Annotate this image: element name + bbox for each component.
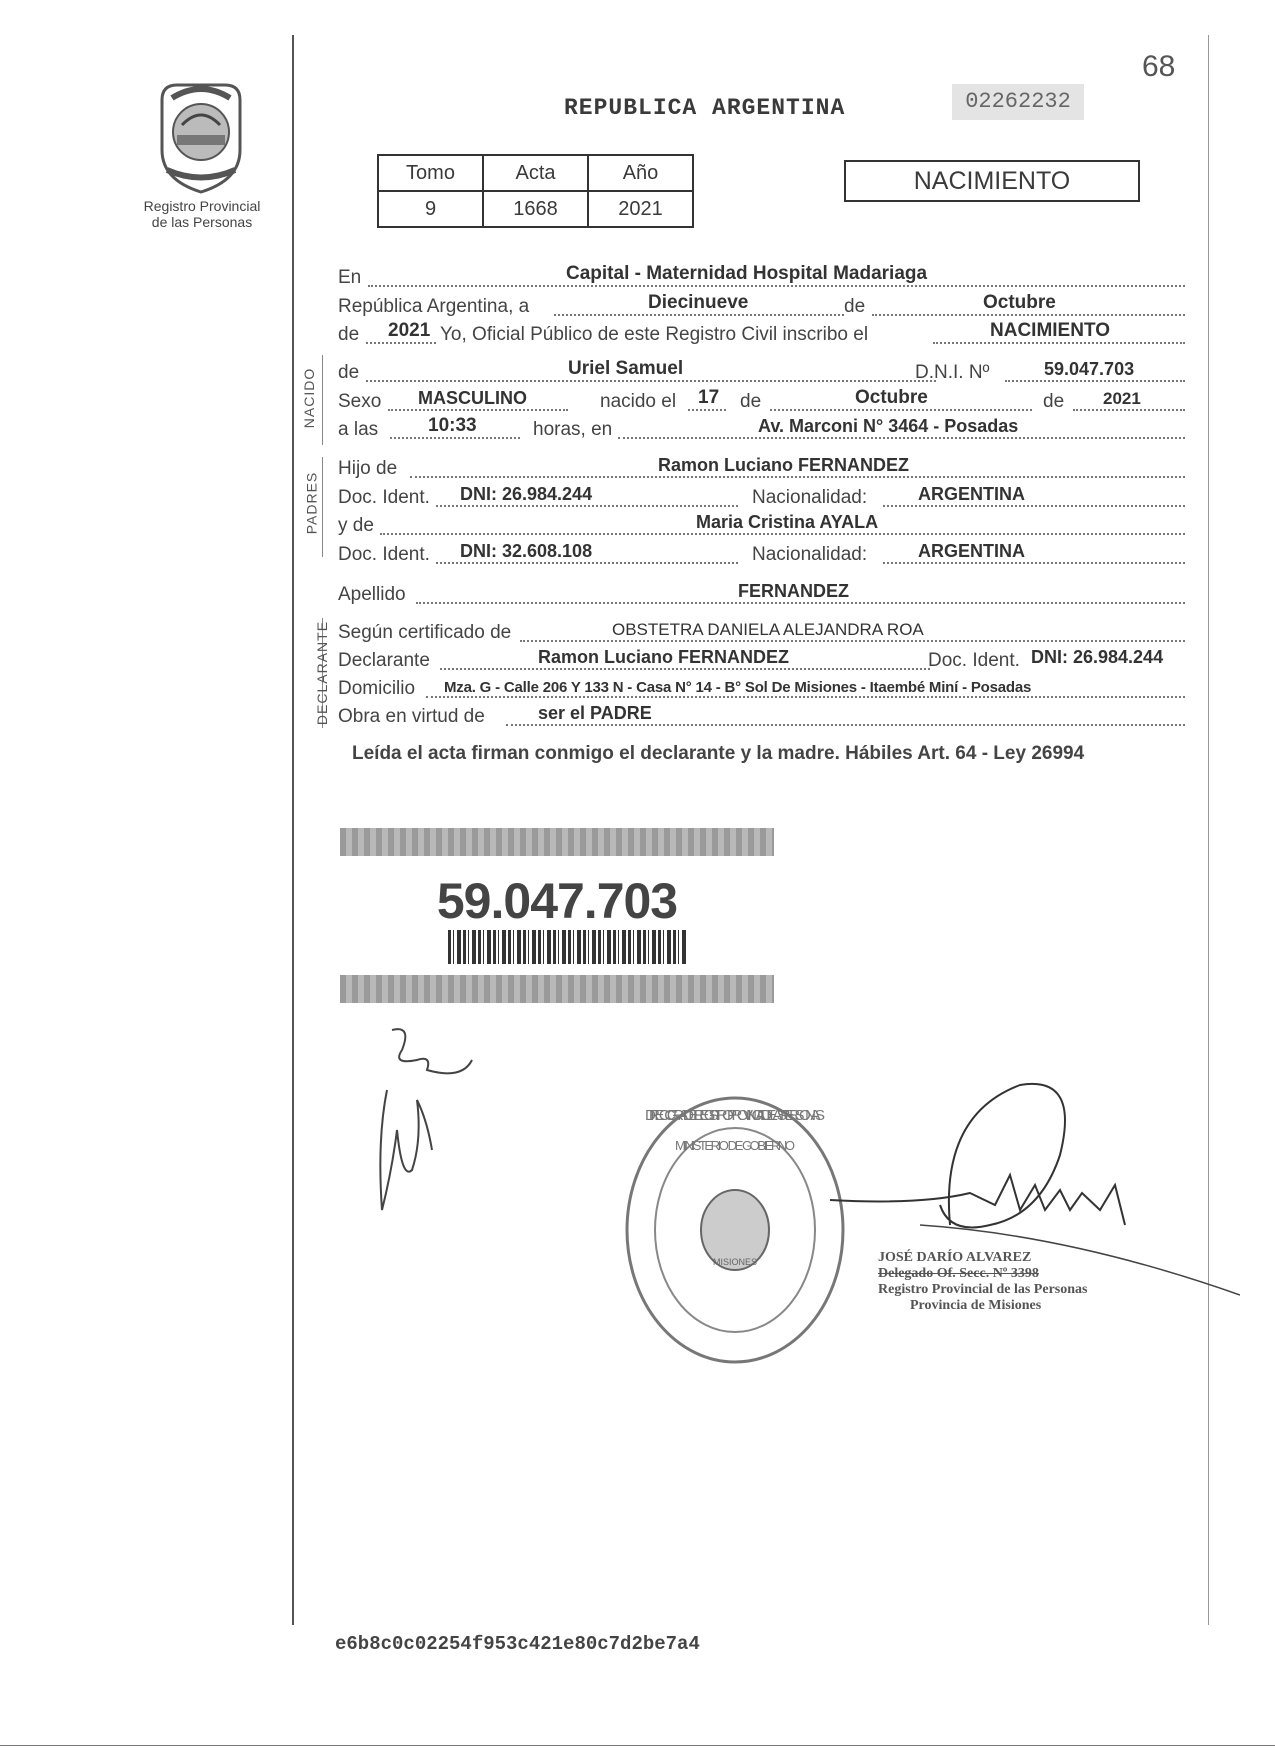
dotted-line [366, 380, 936, 382]
registry-table [377, 154, 694, 228]
sticker-dni-number: 59.047.703 [436, 873, 678, 929]
closing-statement: Leída el acta firman conmigo el declarante y la madre. Hábiles Art. 64 - Ley 26994 [352, 743, 1085, 764]
declarant-doc-value: DNI: 26.984.244 [1031, 647, 1164, 667]
official-role: Delegado Of. Secc. Nº 3398 [878, 1266, 1039, 1281]
de-label: de [338, 324, 360, 345]
dotted-line [506, 724, 1185, 726]
dni-label: D.N.I. Nº [915, 362, 990, 383]
row-sexo [338, 389, 1185, 415]
barcode-icon [448, 930, 688, 964]
row-lugar [338, 265, 1185, 291]
tomo-header: Tomo [378, 155, 483, 191]
obra-label: Obra en virtud de [338, 706, 485, 727]
doc-ident-label: Doc. Ident. [338, 487, 430, 508]
sticker-top-band [340, 828, 774, 856]
certificate-value: OBSTETRA DANIELA ALEJANDRA ROA [612, 620, 924, 639]
sexo-value: MASCULINO [418, 388, 527, 408]
row-certificado [338, 620, 1185, 646]
dotted-line [380, 533, 1185, 535]
official-province: Provincia de Misiones [910, 1298, 1042, 1313]
dotted-line [416, 602, 1185, 604]
dni-sticker [340, 828, 774, 1003]
serial-number: 02262232 [952, 84, 1084, 120]
row-obra [338, 704, 1185, 730]
de-label: de [740, 391, 762, 412]
dotted-line [520, 640, 1185, 642]
doc-ident-label: Doc. Ident. [928, 650, 1020, 671]
misiones-crest-logo [152, 80, 250, 195]
dotted-line [1073, 409, 1185, 411]
bottom-edge-line [0, 1745, 1275, 1746]
row-nombre [338, 360, 1185, 386]
mother-nationality-value: ARGENTINA [918, 541, 1025, 561]
yo-label: Yo, Oficial Público de este Registro Civil inscribo el [440, 324, 869, 345]
row-declarante [338, 648, 1185, 674]
stamp-center-text: MISIONES [712, 1257, 758, 1267]
dotted-line [872, 314, 1185, 316]
dotted-line [770, 409, 1032, 411]
dotted-line [410, 476, 1185, 478]
address-value: Mza. G - Calle 206 Y 133 N - Casa N° 14 - B° Sol De Misiones - Itaembé Miní - Posadas [444, 679, 1032, 696]
page-number: 68 [1142, 50, 1176, 83]
surname-value: FERNANDEZ [738, 581, 849, 601]
nacionalidad-label: Nacionalidad: [752, 487, 868, 508]
registry-header-row [378, 155, 693, 191]
yde-label: y de [338, 515, 374, 536]
row-apellido [338, 582, 1185, 608]
row-domicilio [338, 676, 1185, 702]
stamp-outer-text: DIRECC. GRAL. DEL REGISTRO PROVINCIAL DE LAS PERSONAS [645, 1107, 825, 1124]
time-value: 10:33 [428, 415, 477, 436]
de-label: de [1043, 391, 1065, 412]
de-label: de [338, 362, 360, 383]
sexo-label: Sexo [338, 391, 382, 412]
official-registry: Registro Provincial de las Personas [878, 1282, 1088, 1297]
row-anio [338, 322, 1185, 348]
dotted-line [883, 562, 1185, 564]
official-signature-block [878, 1250, 1087, 1314]
segun-label: Según certificado de [338, 622, 512, 643]
dotted-line [554, 314, 844, 316]
hijo-label: Hijo de [338, 458, 398, 479]
country-title: REPUBLICA ARGENTINA [564, 95, 846, 121]
row-padre [338, 456, 1185, 482]
padres-bracket [322, 457, 323, 557]
lugar-value: Capital - Maternidad Hospital Madariaga [566, 263, 928, 284]
anio-header: Año [588, 155, 693, 191]
acta-header: Acta [483, 155, 588, 191]
dotted-line [436, 505, 738, 507]
dotted-line [366, 342, 436, 344]
nacido-label: nacido el [600, 391, 677, 412]
registro-provincial-label [122, 198, 282, 230]
row-fecha [338, 294, 1185, 320]
row-madre-doc [338, 542, 1185, 568]
name-value: Uriel Samuel [568, 358, 684, 379]
sticker-bottom-band [340, 975, 774, 1003]
dotted-line [440, 668, 930, 670]
dotted-line [688, 409, 726, 411]
left-margin-line [292, 35, 294, 1625]
dotted-line [618, 437, 1185, 439]
official-name: JOSÉ DARÍO ALVAREZ [878, 1250, 1032, 1265]
month-value: Octubre [983, 292, 1056, 313]
birth-year-value: 2021 [1103, 389, 1141, 408]
father-doc-value: DNI: 26.984.244 [460, 484, 593, 504]
dni-value: 59.047.703 [1044, 359, 1135, 379]
declarante-label: Declarante [338, 650, 430, 671]
document-type-box: NACIMIENTO [844, 160, 1140, 202]
dotted-line [388, 409, 568, 411]
registro-line-1: Registro Provincial [143, 198, 261, 214]
registry-value-row [378, 191, 693, 227]
place-value: Av. Marconi N° 3464 - Posadas [758, 416, 1019, 436]
dotted-line [368, 285, 1185, 287]
row-hora [338, 417, 1185, 443]
dotted-line [436, 562, 738, 564]
republica-label: República Argentina, a [338, 296, 530, 317]
row-padre-doc [338, 485, 1185, 511]
mother-doc-value: DNI: 32.608.108 [460, 541, 593, 561]
padres-side-label: PADRES [303, 471, 320, 535]
father-name-value: Ramon Luciano FERNANDEZ [658, 455, 910, 475]
declarante-side-label: DECLARANTE [314, 620, 331, 726]
birth-month-value: Octubre [855, 387, 928, 408]
right-margin-line [1208, 35, 1209, 1625]
doc-ident-label: Doc. Ident. [338, 544, 430, 565]
tomo-value: 9 [378, 191, 483, 227]
en-label: En [338, 267, 362, 288]
domicilio-label: Domicilio [338, 678, 416, 699]
mother-name-value: Maria Cristina AYALA [696, 512, 879, 532]
acta-value: 1668 [483, 191, 588, 227]
act-type-value: NACIMIENTO [990, 320, 1110, 341]
dotted-line [883, 505, 1185, 507]
row-madre [338, 513, 1185, 539]
obra-value: ser el PADRE [538, 703, 652, 723]
document-hash: e6b8c0c02254f953c421e80c7d2be7a4 [335, 1633, 700, 1655]
father-nationality-value: ARGENTINA [918, 484, 1025, 504]
day-value: Diecinueve [648, 292, 749, 313]
horas-label: horas, en [533, 419, 613, 440]
de-label: de [844, 296, 866, 317]
birth-day-value: 17 [698, 387, 720, 408]
dotted-line [390, 437, 520, 439]
anio-value: 2021 [588, 191, 693, 227]
year-value: 2021 [388, 320, 431, 341]
nacido-bracket [322, 355, 323, 445]
apellido-label: Apellido [338, 584, 406, 605]
declarant-name-value: Ramon Luciano FERNANDEZ [538, 647, 790, 667]
alas-label: a las [338, 419, 379, 440]
registro-line-2: de las Personas [151, 214, 253, 230]
nacido-side-label: NACIDO [301, 367, 318, 429]
dotted-line [1005, 380, 1185, 382]
declarant-signature [372, 1020, 492, 1220]
stamp-inner-text: MINISTERIO DE GOBIERNO [675, 1138, 795, 1153]
dotted-line [933, 342, 1185, 344]
official-stamp [620, 1090, 850, 1370]
dotted-line [426, 696, 1185, 698]
nacionalidad-label: Nacionalidad: [752, 544, 868, 565]
